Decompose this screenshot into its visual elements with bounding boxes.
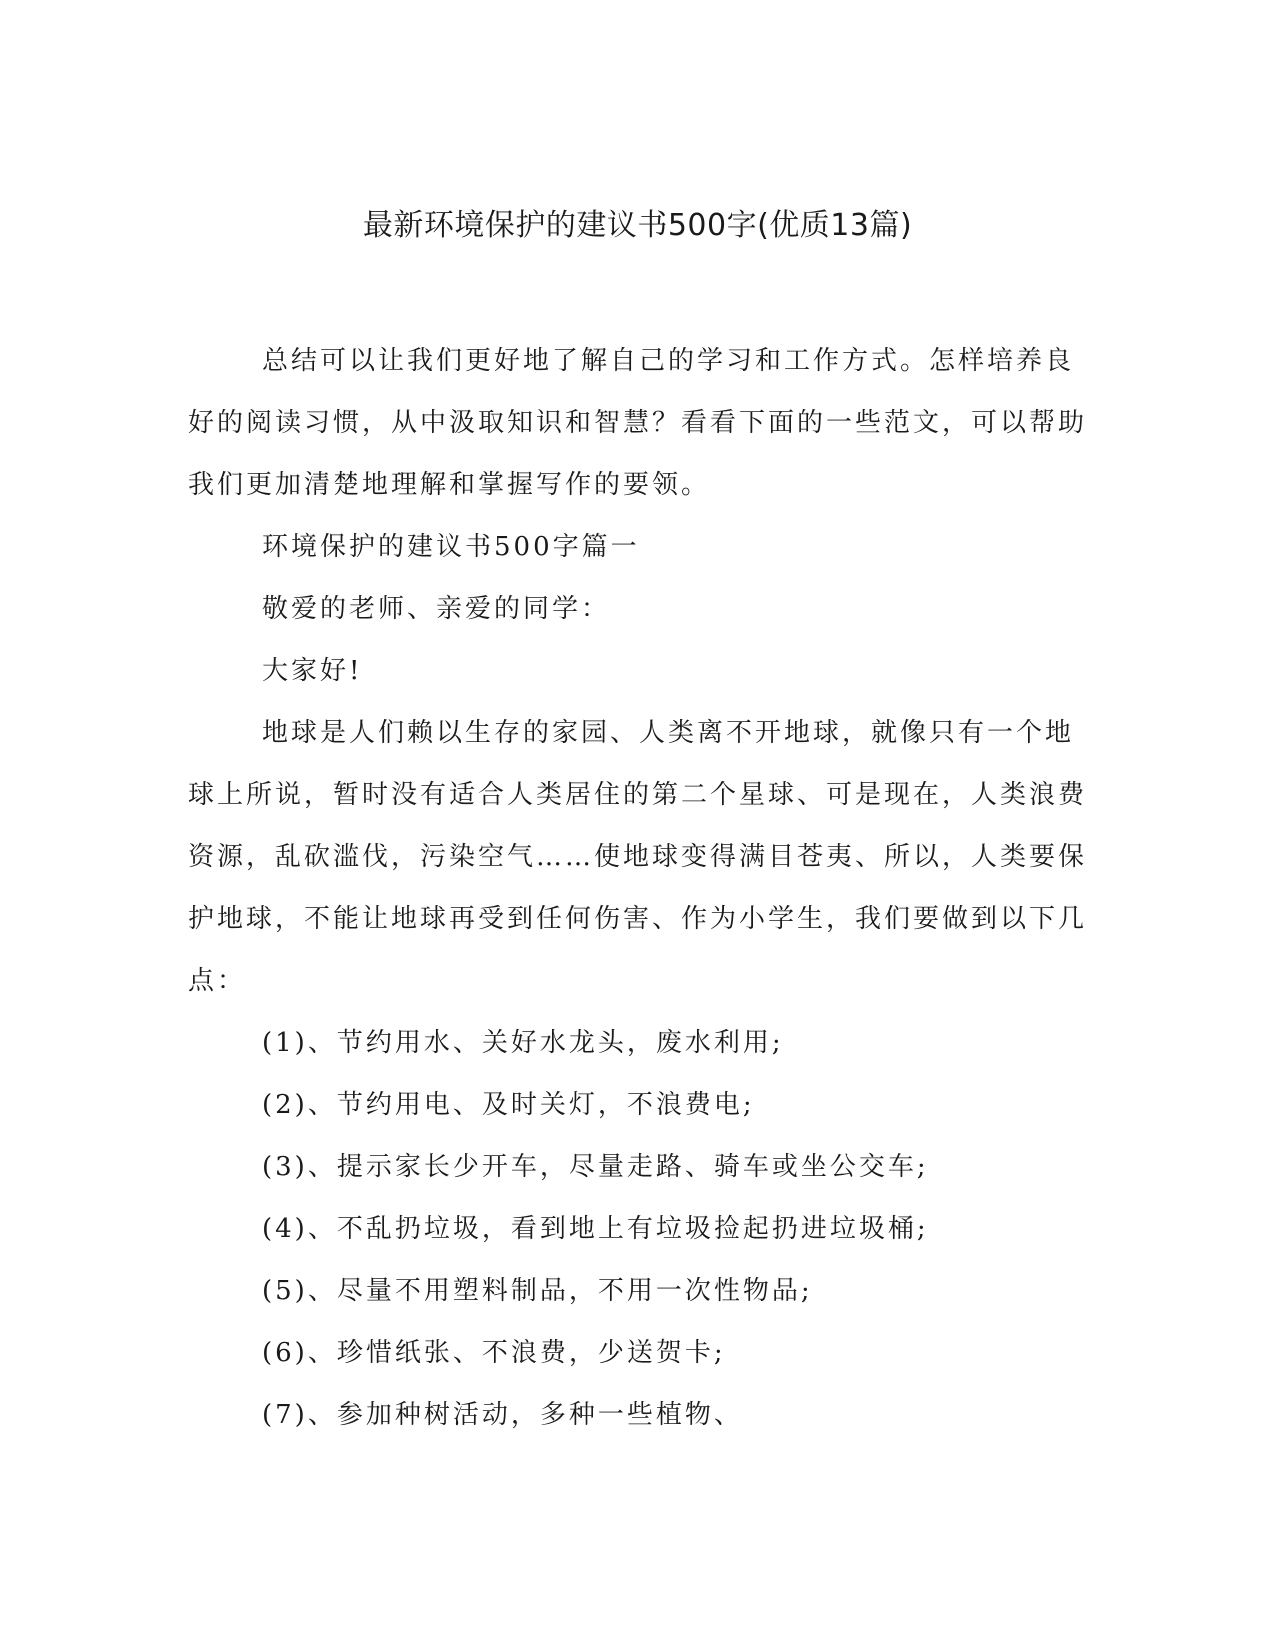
greeting: 大家好! — [262, 656, 363, 686]
list-item: (6)、珍惜纸张、不浪费，少送贺卡; — [262, 1338, 726, 1368]
list-item: (5)、尽量不用塑料制品，不用一次性物品; — [262, 1276, 813, 1306]
salutation: 敬爱的老师、亲爱的同学： — [262, 594, 611, 624]
list-item: (3)、提示家长少开车，尽量走路、骑车或坐公交车; — [262, 1152, 929, 1182]
document-title: 最新环境保护的建议书500字(优质13篇) — [362, 208, 913, 243]
intro-paragraph: 总结可以让我们更好地了解自己的学习和工作方式。怎样培养良好的阅读习惯，从中汲取知识和智慧？看看下面的一些范文，可以帮助我们更加清楚地理解和掌握写作的要领。 — [188, 346, 1088, 500]
list-item: (1)、节约用水、关好水龙头，废水利用; — [262, 1028, 784, 1058]
section-heading: 环境保护的建议书500字篇一 — [262, 532, 640, 562]
list-item: (4)、不乱扔垃圾，看到地上有垃圾捡起扔进垃圾桶; — [262, 1214, 929, 1244]
list-item: (2)、节约用电、及时关灯，不浪费电; — [262, 1090, 755, 1120]
body-paragraph: 地球是人们赖以生存的家园、人类离不开地球，就像只有一个地球上所说，暂时没有适合人类居住的第二个星球、可是现在，人类浪费资源，乱砍滥伐，污染空气……使地球变得满目苍夷、所以，人类要保护地球，不能让地球再受到任何伤害、作为小学生，我们要做到以下几点： — [188, 718, 1088, 996]
document-body — [188, 330, 1088, 1446]
list-item: (7)、参加种树活动，多种一些植物、 — [262, 1400, 743, 1430]
